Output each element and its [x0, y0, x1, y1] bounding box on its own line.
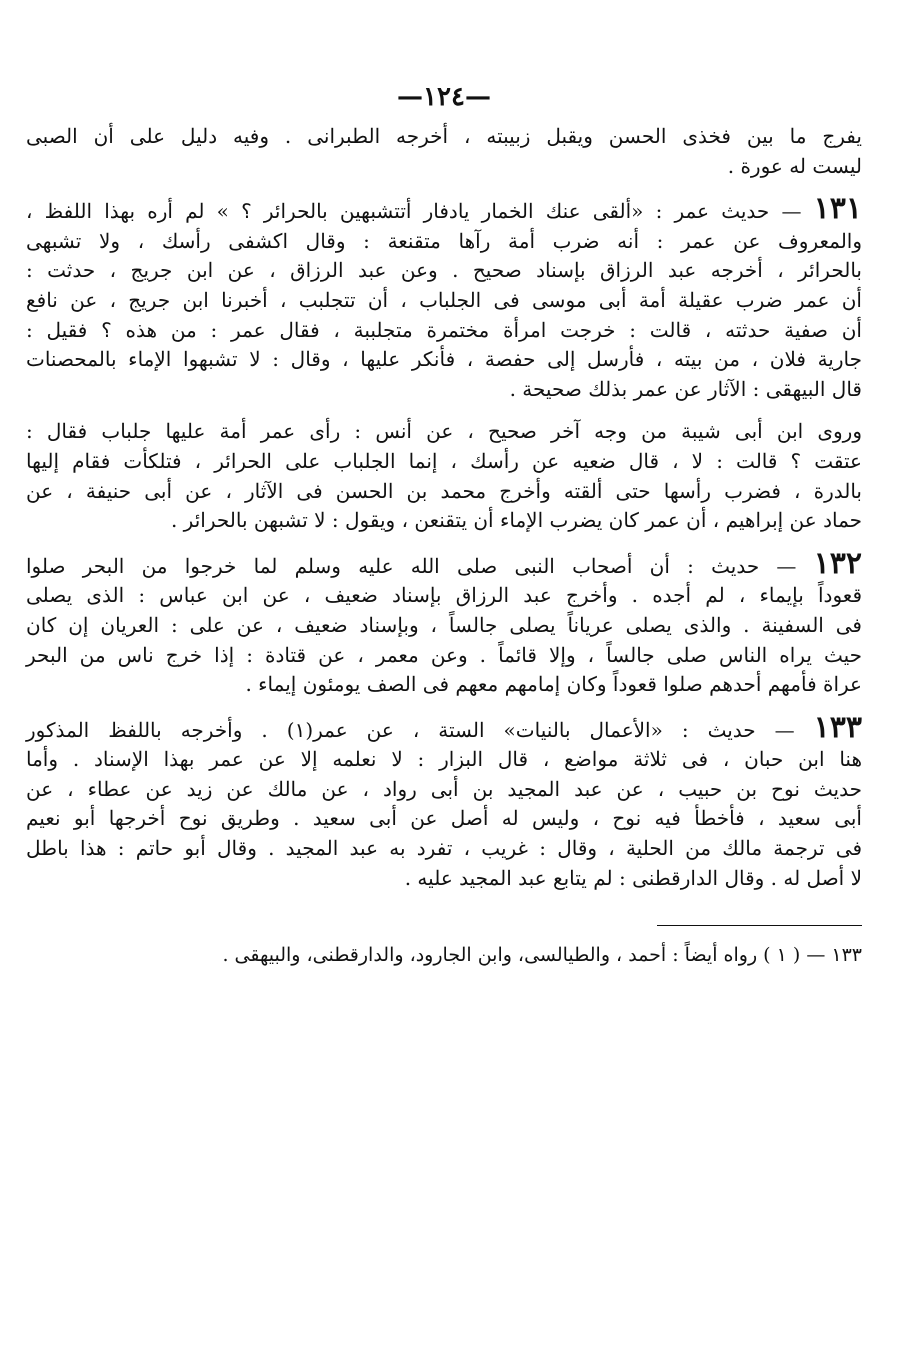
hadith-paragraph — [26, 191, 863, 404]
footnote: ١٣٣ — ( ١ ) رواه أيضاً : أحمد ، والطيالسى، وابن الجارود، والدارقطنى، والبيهقى . — [222, 944, 862, 967]
line-text: وروى ابن أبى شيبة من وجه آخر صحيح ، عن أنس : رأى عمر أمة عليها جلباب فقال : — [26, 419, 862, 444]
text-line — [26, 417, 862, 447]
line-text: فى ترجمة مالك من الحلية ، وقال : غريب ، تفرد به عبد المجيد . وقال أبو حاتم : هذا باطل — [26, 836, 862, 861]
page-number: —١٢٤— — [397, 82, 491, 112]
text-line — [26, 804, 862, 834]
line-text: لا أصل له . وقال الدارقطنى : لم يتابع عبد المجيد عليه . — [404, 865, 862, 890]
text-line — [26, 345, 862, 375]
line-text: — حديث : أن أصحاب النبى صلى الله عليه وسلم لما خرجوا من البحر صلوا — [26, 553, 797, 578]
text-paragraph — [26, 122, 862, 181]
text-line — [26, 477, 862, 507]
line-text: — حديث عمر : «ألقى عنك الخمار يادفار أتتشبهين بالحرائر ؟ » لم أره بهذا اللفظ ، — [26, 199, 802, 224]
text-line — [26, 641, 862, 671]
footnote-divider — [657, 925, 862, 926]
line-text: — حديث : «الأعمال بالنيات» الستة ، عن عمر(١) . وأخرجه باللفظ المذكور — [26, 717, 795, 742]
text-line — [26, 506, 862, 536]
text-line — [26, 191, 863, 227]
hadith-paragraph — [26, 545, 863, 700]
text-line — [26, 709, 863, 746]
line-text: والمعروف عن عمر : أنه ضرب أمة رآها متقنعة : وقال اكشفى رأسك ، ولا تشبهى — [26, 228, 862, 253]
text-line — [26, 834, 862, 864]
line-text: عراة فأمهم أحدهم صلوا قعوداً وكان إمامهم معهم فى الصف يومئون إيماء . — [245, 672, 862, 697]
text-line — [26, 122, 862, 152]
text-line — [26, 375, 862, 405]
line-text: حيث يراه الناس صلى جالساً ، وإلا قائماً . وعن معمر ، عن قتادة : إذا خرج ناس من البحر — [26, 642, 862, 667]
text-line — [26, 256, 862, 286]
text-line — [26, 545, 863, 582]
text-line — [26, 670, 862, 700]
text-line — [26, 286, 862, 316]
line-text: حماد عن إبراهيم ، أن عمر كان يضرب الإماء أن يتقنعن ، ويقول : لا تشبهن بالحرائر . — [170, 508, 862, 533]
hadith-number: ١٣٢ — [813, 545, 863, 581]
line-text: قعوداً بإيماء ، لم أجده . وأخرج عبد الرزاق بإسناد ضعيف ، عن ابن عباس : الذى يصلى — [26, 583, 862, 608]
line-text: ليست له عورة . — [727, 153, 862, 178]
line-text: أبى سعيد ، فأخطأ فيه نوح ، وليس له أصل عن أبى سعيد . وطريق نوح أخرجها أبو نعيم — [26, 806, 862, 831]
text-line — [26, 611, 862, 641]
line-text: جارية فلان ، من بيته ، فأرسل إلى حفصة ، فأنكر عليها ، وقال : لا تشبهوا الإماء بالمحصنات — [26, 347, 862, 372]
text-line — [26, 316, 862, 346]
line-text: أن عمر ضرب عقيلة أمة أبى موسى فى الجلباب ، أن تتجلبب ، أخبرنا ابن جريج ، عن نافع — [26, 287, 862, 312]
line-text: فى السفينة . والذى يصلى عرياناً يصلى جالساً ، وبإسناد ضعيف ، عن على : العريان إن كان — [26, 612, 862, 637]
text-line — [26, 864, 862, 894]
text-line — [26, 447, 862, 477]
text-paragraph — [26, 417, 862, 535]
hadith-paragraph — [26, 709, 863, 894]
hadith-number: ١٣٣ — [813, 709, 863, 745]
hadith-number: ١٣١ — [813, 191, 863, 227]
line-text: هنا ابن حبان ، فى ثلاثة مواضع ، قال البزار : لا نعلمه إلا عن عمر بهذا الإسناد . وأما — [26, 747, 862, 772]
text-line — [26, 581, 862, 611]
line-text: قال البيهقى : الآثار عن عمر بذلك صحيحة . — [509, 376, 862, 401]
text-line — [26, 775, 862, 805]
line-text: بالحرائر ، أخرجه عبد الرزاق بإسناد صحيح . وعن عبد الرزاق ، عن ابن جريج ، حدثت : — [26, 258, 862, 283]
line-text: عتقت ؟ قالت : لا ، قال ضعيه عن رأسك ، إنما الجلباب على الحرائر ، فتلكأت فقام إليها — [26, 448, 862, 473]
line-text: بالدرة ، فضرب رأسها حتى ألقته وأخرج محمد بن الحسن فى الآثار ، عن أبى حنيفة ، عن — [26, 478, 862, 503]
line-text: أن صفية حدثته ، قالت : خرجت امرأة مختمرة متجلببة ، فقال عمر : من هذه ؟ فقيل : — [26, 317, 862, 342]
line-text: حديث نوح بن حبيب ، عن عبد المجيد بن أبى رواد ، عن مالك عن زيد عن عطاء ، عن — [26, 776, 862, 801]
text-line — [26, 152, 862, 182]
text-line — [26, 745, 862, 775]
line-text: يفرج ما بين فخذى الحسن ويقبل زبيبته ، أخرجه الطبرانى . وفيه دليل على أن الصبى — [26, 124, 862, 148]
text-line — [26, 227, 862, 257]
body-text — [26, 122, 862, 893]
